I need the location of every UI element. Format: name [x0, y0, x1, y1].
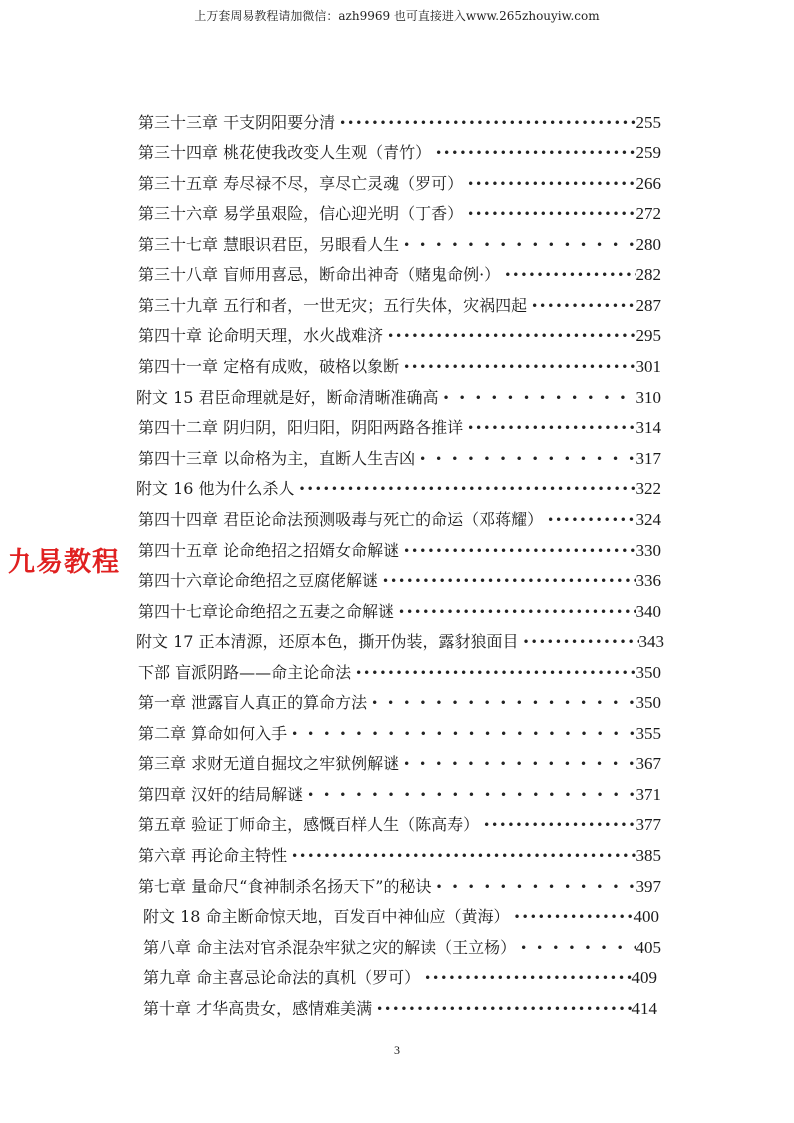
toc-entry-title: 第七章 量命尺“食神制杀名扬天下”的秘诀 — [138, 877, 432, 896]
toc-entry-title: 第三十六章 易学虽艰险，信心迎光明（丁香） — [138, 204, 464, 223]
toc-entry-page: 322 — [635, 479, 661, 498]
toc-entry — [138, 719, 661, 749]
dot-leader — [378, 566, 635, 596]
dot-leader — [463, 199, 635, 229]
toc-entry-page: 255 — [635, 113, 661, 132]
toc-entry — [138, 566, 661, 596]
toc-entry — [138, 413, 661, 443]
toc-entry — [143, 963, 657, 993]
dot-leader — [463, 413, 635, 443]
toc-entry-title: 第八章 命主法对官杀混杂牢狱之灾的解读（王立杨） — [143, 938, 517, 957]
toc-entry-title: 第三十四章 桃花使我改变人生观（青竹） — [138, 143, 432, 162]
toc-entry-title: 第十章 才华高贵女，感情难美满 — [143, 999, 373, 1018]
dot-leader — [431, 872, 635, 902]
toc-entry — [138, 169, 661, 199]
toc-entry — [138, 352, 661, 382]
toc-entry-page: 259 — [635, 143, 661, 162]
dot-leader — [543, 505, 635, 535]
toc-entry-title: 第三十三章 干支阴阳要分清 — [138, 113, 336, 132]
toc-entry-page: 377 — [635, 815, 661, 834]
dot-leader — [479, 810, 635, 840]
toc-entry-title: 第四十六章论命绝招之豆腐佬解谜 — [138, 571, 379, 590]
toc-entry-page: 301 — [635, 357, 661, 376]
toc-entry-page: 371 — [635, 785, 661, 804]
dot-leader — [367, 688, 635, 718]
dot-leader — [399, 536, 635, 566]
toc-entry-page: 317 — [635, 449, 661, 468]
dot-leader — [295, 474, 636, 504]
toc-entry-title: 第四章 汉奸的结局解谜 — [138, 785, 304, 804]
toc-entry-title: 第三十八章 盲师用喜忌，断命出神奇（赌鬼命例·） — [138, 265, 501, 284]
dot-leader — [383, 321, 635, 351]
toc-entry-page: 343 — [638, 632, 664, 651]
toc-entry — [138, 199, 661, 229]
toc-entry — [138, 810, 661, 840]
toc-entry-title: 第四十章 论命明天理，水火战难济 — [138, 326, 384, 345]
toc-entry-page: 287 — [635, 296, 661, 315]
dot-leader — [303, 780, 635, 810]
toc-entry-title: 第五章 验证丁师命主，感慨百样人生（陈高寿） — [138, 815, 480, 834]
page-number: 3 — [394, 1043, 400, 1057]
dot-leader — [431, 138, 635, 168]
dot-leader — [420, 963, 631, 993]
toc-entry — [138, 260, 661, 290]
toc-entry-page: 266 — [635, 174, 661, 193]
toc-entry — [138, 688, 661, 718]
dot-leader — [399, 230, 635, 260]
toc-entry-page: 385 — [635, 846, 661, 865]
toc-entry-title: 第四十二章 阴归阴，阳归阳，阴阳两路各推详 — [138, 418, 464, 437]
dot-leader — [463, 169, 635, 199]
toc-entry — [143, 933, 661, 963]
toc-entry-page: 280 — [635, 235, 661, 254]
toc-entry — [138, 749, 661, 779]
toc-entry-page: 340 — [635, 602, 661, 621]
toc-entry-title: 下部 盲派阴路——命主论命法 — [138, 663, 352, 682]
toc-entry-page: 336 — [635, 571, 661, 590]
toc-entry-title: 第九章 命主喜忌论命法的真机（罗可） — [143, 968, 421, 987]
toc-entry-page: 330 — [635, 541, 661, 560]
toc-entry-page: 414 — [631, 999, 657, 1018]
toc-entry-page: 409 — [631, 968, 657, 987]
toc-entry-title: 第三十七章 慧眼识君臣，另眼看人生 — [138, 235, 400, 254]
dot-leader — [351, 658, 635, 688]
toc-entry — [138, 321, 661, 351]
dot-leader — [439, 383, 636, 413]
toc-entry — [138, 597, 661, 627]
toc-entry-title: 第四十一章 定格有成败，破格以象断 — [138, 357, 400, 376]
toc-entry — [138, 780, 661, 810]
toc-entry-page: 310 — [635, 388, 661, 407]
toc-entry-page: 350 — [635, 663, 661, 682]
dot-leader — [287, 841, 635, 871]
toc-entry-title: 第四十五章 论命绝招之招婿女命解谜 — [138, 541, 400, 560]
toc-entry — [138, 505, 661, 535]
toc-entry — [143, 902, 659, 932]
toc-entry — [138, 138, 661, 168]
toc-entry-title: 第四十七章论命绝招之五妻之命解谜 — [138, 602, 395, 621]
toc-entry-title: 第二章 算命如何入手 — [138, 724, 288, 743]
toc-entry-title: 第三十九章 五行和者，一世无灾；五行失体，灾祸四起 — [138, 296, 528, 315]
toc-entry-page: 405 — [635, 938, 661, 957]
toc-entry-title: 附文 15 君臣命理就是好，断命清晰准确高 — [136, 388, 439, 407]
page-header: 上万套周易教程请加微信：azh9969 也可直接进入www.265zhouyiw.com — [194, 9, 600, 23]
toc-entry — [138, 230, 661, 260]
toc-entry-page: 272 — [635, 204, 661, 223]
toc-entry — [136, 627, 664, 657]
toc-entry — [138, 291, 661, 321]
dot-leader — [287, 719, 635, 749]
toc-entry — [138, 872, 661, 902]
dot-leader — [394, 597, 635, 627]
toc-entry-title: 附文 18 命主断命惊天地，百发百中神仙应（黄海） — [143, 907, 510, 926]
toc-entry-title: 第四十三章 以命格为主，直断人生吉凶 — [138, 449, 416, 468]
toc-entry-title: 第四十四章 君臣论命法预测吸毒与死亡的命运（邓蒋耀） — [138, 510, 544, 529]
toc-entry-page: 324 — [635, 510, 661, 529]
toc-entry — [138, 841, 661, 871]
dot-leader — [500, 260, 635, 290]
toc-entry — [138, 658, 661, 688]
toc-entry — [136, 474, 661, 504]
toc-entry-page: 397 — [635, 877, 661, 896]
watermark-logo: 九易教程 — [8, 547, 120, 578]
dot-leader — [335, 108, 635, 138]
dot-leader — [399, 352, 635, 382]
toc-entry-page: 314 — [635, 418, 661, 437]
dot-leader — [516, 933, 635, 963]
toc-entry — [138, 444, 661, 474]
dot-leader — [372, 994, 631, 1024]
dot-leader — [519, 627, 639, 657]
toc-entry-page: 295 — [635, 326, 661, 345]
toc-entry-title: 第一章 泄露盲人真正的算命方法 — [138, 693, 368, 712]
dot-leader — [399, 749, 635, 779]
dot-leader — [510, 902, 634, 932]
toc-entry-title: 第三章 求财无道自掘坟之牢狱例解谜 — [138, 754, 400, 773]
toc-entry-title: 第三十五章 寿尽禄不尽，享尽亡灵魂（罗可） — [138, 174, 464, 193]
toc-entry-title: 附文 17 正本清源，还原本色，撕开伪装，露豺狼面目 — [136, 632, 519, 651]
dot-leader — [415, 444, 635, 474]
toc-entry-page: 367 — [635, 754, 661, 773]
toc-entry-title: 第六章 再论命主特性 — [138, 846, 288, 865]
toc-entry — [143, 994, 657, 1024]
dot-leader — [527, 291, 635, 321]
toc-entry-page: 355 — [635, 724, 661, 743]
toc-entry — [138, 536, 661, 566]
toc-entry-page: 400 — [633, 907, 659, 926]
toc-entry — [138, 108, 661, 138]
toc-entry-title: 附文 16 他为什么杀人 — [136, 479, 295, 498]
toc-entry-page: 282 — [635, 265, 661, 284]
toc-entry — [136, 383, 661, 413]
toc-entry-page: 350 — [635, 693, 661, 712]
